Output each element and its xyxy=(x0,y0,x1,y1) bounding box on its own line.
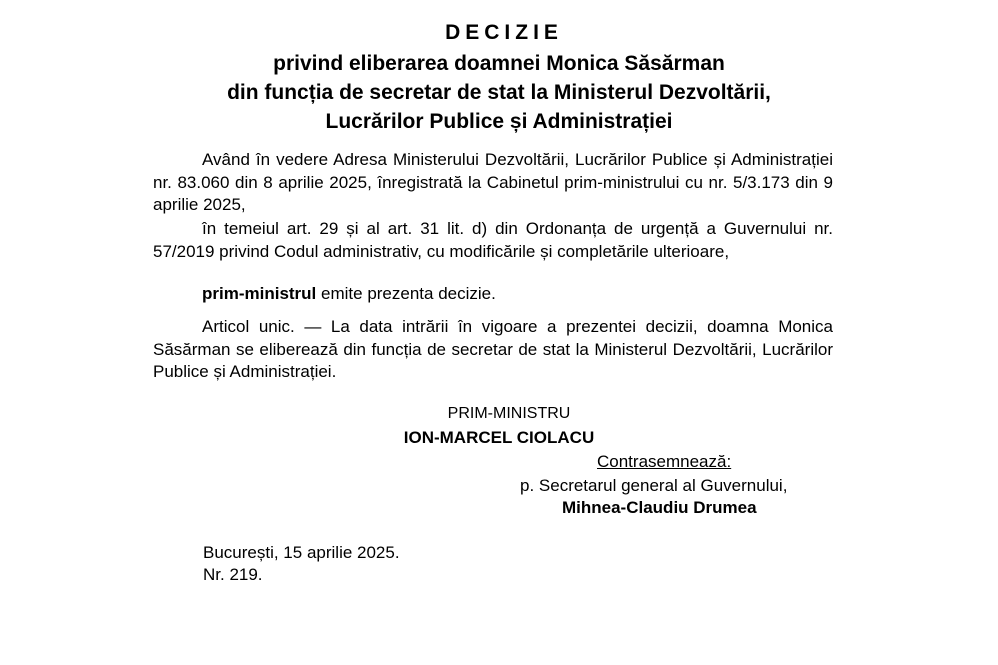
emission-rest: emite prezenta decizie. xyxy=(316,284,496,303)
preamble-paragraph-1 xyxy=(153,149,833,217)
countersign-name: Mihnea-Claudiu Drumea xyxy=(562,498,757,517)
emission-paragraph xyxy=(153,283,833,306)
article-paragraph xyxy=(153,316,833,384)
countersign-role: p. Secretarul general al Guvernului, xyxy=(520,476,788,495)
preamble-text-1: Având în vedere Adresa Ministerului Dezvoltării, Lucrărilor Publice și Administrației nr. 83.060 din 8 aprilie 2025, înregistrată la Cabinetul prim-ministrului cu nr. 5/3.173 din 9 aprilie 2025, xyxy=(153,150,833,214)
preamble-text-2: în temeiul art. 29 și al art. 31 lit. d) din Ordonanța de urgență a Guvernului nr. 57/2019 privind Codul administrativ, cu modificările și completările ulterioare, xyxy=(153,219,833,261)
pm-name: ION-MARCEL CIOLACU xyxy=(403,428,595,447)
document-number: Nr. 219. xyxy=(203,565,263,584)
place-date: București, 15 aprilie 2025. xyxy=(203,543,400,562)
subtitle-line-3: Lucrărilor Publice și Administrației xyxy=(325,110,673,133)
subtitle-line-1: privind eliberarea doamnei Monica Săsărman xyxy=(273,52,725,75)
document-title: DECIZIE xyxy=(445,21,563,44)
emission-bold: prim-ministrul xyxy=(202,284,317,303)
pm-title: PRIM-MINISTRU xyxy=(447,405,571,422)
subtitle-line-2: din funcția de secretar de stat la Ministerul Dezvoltării, xyxy=(227,81,771,104)
countersign-title: Contrasemnează: xyxy=(597,452,732,471)
preamble-paragraph-2 xyxy=(153,218,833,263)
article-text: Articol unic. — La data intrării în vigoare a prezentei decizii, doamna Monica Săsărman se eliberează din funcția de secretar de stat la Ministerul Dezvoltării, Lucrărilor Publice și Administrației. xyxy=(153,317,833,381)
